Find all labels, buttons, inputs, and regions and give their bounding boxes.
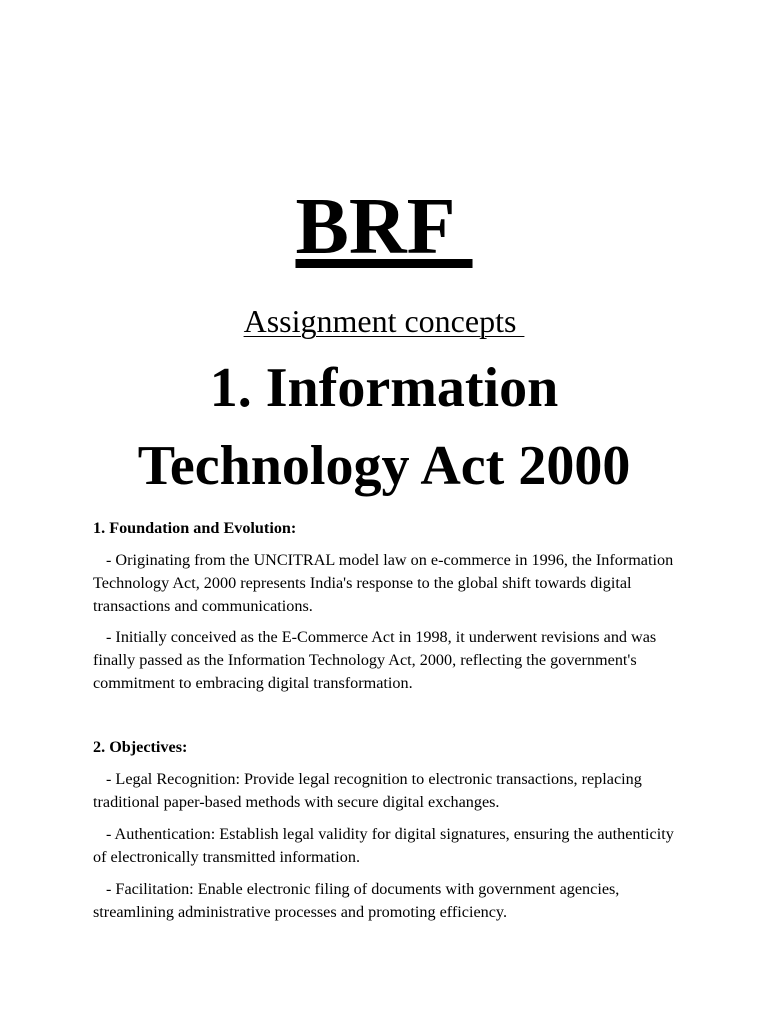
document-title [0, 181, 768, 273]
paragraph: - Initially conceived as the E-Commerce Act in 1998, it underwent revisions and was finally passed as the Information Technology Act, 2000, reflecting the government's commitment to embracing digital transformation. [93, 628, 657, 692]
subsection-heading-objectives: 2. Objectives: [93, 738, 188, 756]
paragraph: - Facilitation: Enable electronic filing of documents with government agencies, streamlining administrative processes and promoting efficiency. [93, 880, 620, 921]
paragraph: - Authentication: Establish legal validity for digital signatures, ensuring the authenticity of electronically transmitted information. [93, 825, 674, 866]
paragraph: - Legal Recognition: Provide legal recognition to electronic transactions, replacing traditional paper-based methods with secure digital exchanges. [93, 770, 642, 811]
document-title-text: BRF [295, 183, 473, 271]
subsection-heading-foundation: 1. Foundation and Evolution: [93, 519, 297, 537]
document-subtitle-text: Assignment concepts [243, 303, 525, 339]
paragraph: - Originating from the UNCITRAL model law on e-commerce in 1996, the Information Technology Act, 2000 represents India's response to the global shift towards digital transactions and communications. [93, 551, 674, 615]
document-subtitle [0, 301, 768, 341]
section-heading-line-2: Technology Act 2000 [137, 435, 631, 497]
section-heading-line-1: 1. Information [209, 357, 559, 419]
